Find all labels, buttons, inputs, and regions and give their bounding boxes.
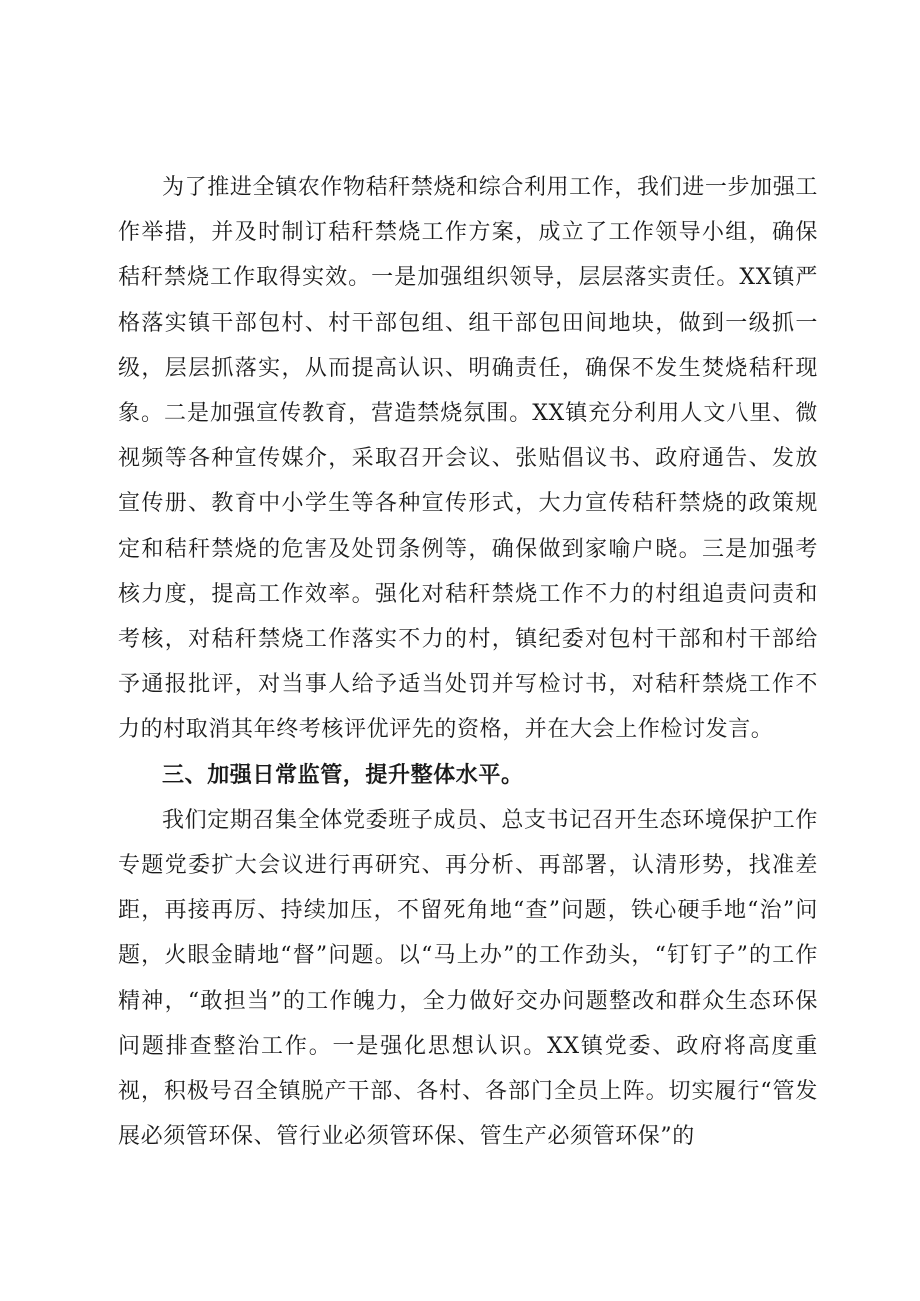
section-heading-daily-supervision: 三、加强日常监管，提升整体水平。 bbox=[162, 762, 524, 788]
paragraph-daily-supervision: 我们定期召集全体党委班子成员、总支书记召开生态环境保护工作专题党委扩大会议进行再研究、再分析、再部署，认清形势，找准差距，再接再厉、持续加压，不留死角地“查”问题，铁心硬手地“治”问题，火眼金睛地“督”问题。以“马上办”的工作劲头，“钉钉子”的工作精神，“敢担当”的工作魄力，全力做好交办问题整改和群众生态环保问题排查整治工作。一是强化思想认识。XX镇党委、政府将高度重视，积极号召全镇脱产干部、各村、各部门全员上阵。切实履行“管发展必须管环保、管行业必须管环保、管生产必须管环保”的 bbox=[118, 807, 818, 1150]
document-body bbox=[118, 165, 818, 1159]
paragraph-straw-burning-measures: 为了推进全镇农作物秸秆禁烧和综合利用工作，我们进一步加强工作举措，并及时制订秸秆禁烧工作方案，成立了工作领导小组，确保秸秆禁烧工作取得实效。一是加强组织领导，层层落实责任。XX镇严格落实镇干部包村、村干部包组、组干部包田间地块，做到一级抓一级，层层抓落实，从而提高认识、明确责任，确保不发生焚烧秸秆现象。二是加强宣传教育，营造禁烧氛围。XX镇充分利用人文八里、微视频等各种宣传媒介，采取召开会议、张贴倡议书、政府通告、发放宣传册、教育中小学生等各种宣传形式，大力宣传秸秆禁烧的政策规定和秸秆禁烧的危害及处罚条例等，确保做到家喻户晓。三是加强考核力度，提高工作效率。强化对秸秆禁烧工作不力的村组追责问责和考核，对秸秆禁烧工作落实不力的村，镇纪委对包村干部和村干部给予通报批评，对当事人给予适当处罚并写检讨书，对秸秆禁烧工作不力的村取消其年终考核评优评先的资格，并在大会上作检讨发言。 bbox=[118, 175, 818, 743]
